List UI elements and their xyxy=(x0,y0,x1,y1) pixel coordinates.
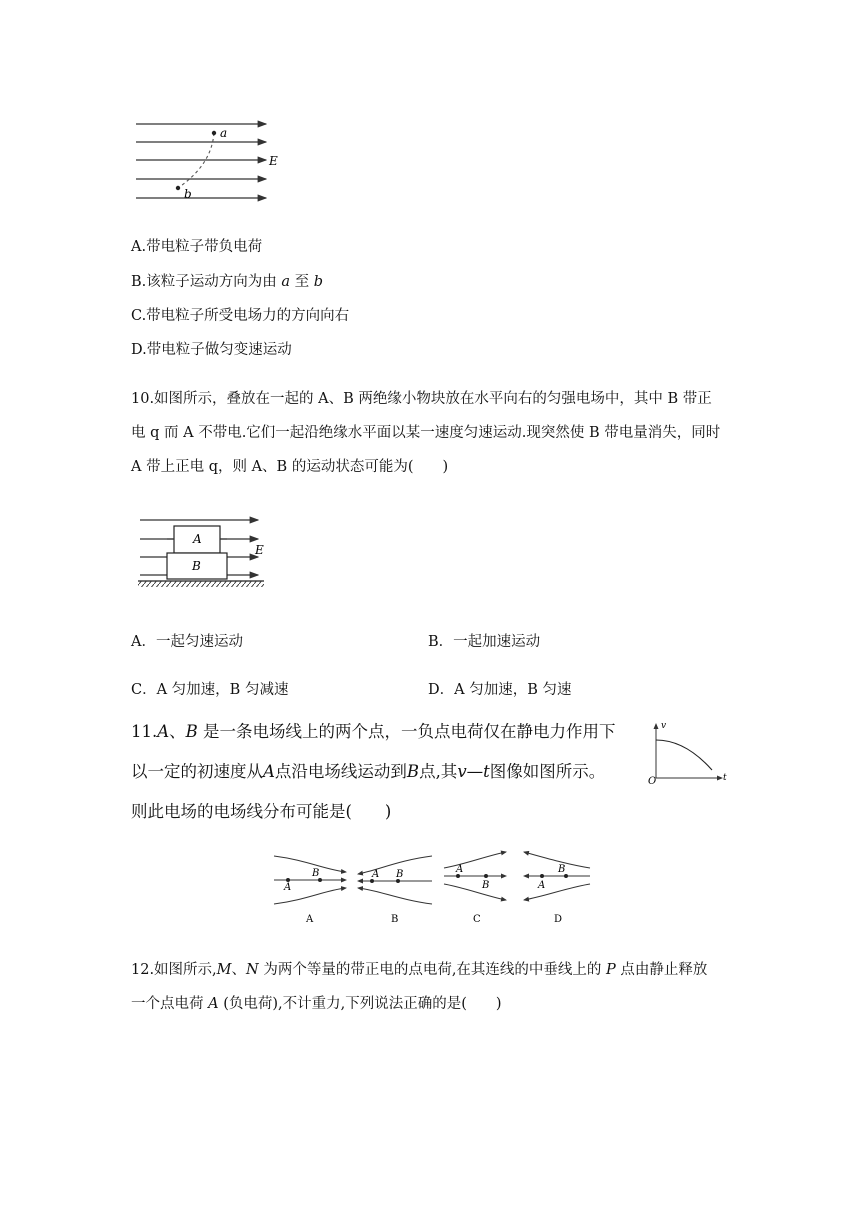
label-b: b xyxy=(184,187,192,201)
q12-stem-line1: 12.如图所示,M、N 为两个等量的带正电的点电荷,在其连线的中垂线上的 P 点由静止释放 xyxy=(131,962,708,978)
axis-t-label: t xyxy=(723,773,727,783)
q10-option-a: A．一起匀速运动 xyxy=(131,634,243,650)
svg-text:B: B xyxy=(396,869,404,880)
q9-option-c: C.带电粒子所受电场力的方向向右 xyxy=(131,308,350,324)
q10-option-c: C．A 匀加速，B 匀减速 xyxy=(131,682,289,698)
q10-option-b: B．一起加速运动 xyxy=(428,634,541,650)
q9-option-d: D.带电粒子做匀变速运动 xyxy=(131,342,292,358)
choice-b-diagram xyxy=(358,856,432,904)
ground-hatch xyxy=(138,581,264,587)
svg-text:A: A xyxy=(456,864,464,875)
label-E: E xyxy=(269,154,278,168)
svg-text:B: B xyxy=(558,864,566,875)
svg-text:A: A xyxy=(538,880,546,891)
label-a: a xyxy=(220,126,228,140)
q10-option-d: D．A 匀加速，B 匀速 xyxy=(428,682,572,698)
choice-c-label: C xyxy=(473,914,481,925)
choice-a-label: A xyxy=(306,914,314,925)
q11-stem-line1: 11.A、B 是一条电场线上的两个点，一负点电荷仅在静电力作用下 xyxy=(131,722,616,741)
choice-c-diagram xyxy=(444,852,506,900)
q9-option-b: B.该粒子运动方向为由 a 至 b xyxy=(131,274,324,290)
q11-choices-figure xyxy=(266,846,596,930)
q9-field-figure xyxy=(128,112,288,212)
svg-text:B: B xyxy=(312,868,320,879)
origin-label: O xyxy=(648,776,657,786)
q11-vt-graph xyxy=(646,718,730,786)
choice-a-diagram xyxy=(274,856,346,904)
q10-stem-line2: 电 q 而 A 不带电.它们一起沿绝缘水平面以某一速度匀速运动.现突然使 B 带电量消失，同时 xyxy=(131,425,721,441)
label-block-b: B xyxy=(192,559,201,573)
choice-b-label: B xyxy=(391,914,399,925)
label-E: E xyxy=(255,543,264,557)
q12-stem-line2: 一个点电荷 A (负电荷),不计重力,下列说法正确的是( ) xyxy=(131,996,502,1012)
vt-curve xyxy=(656,740,712,770)
q11-stem-line2: 以一定的初速度从A点沿电场线运动到B点,其v—t图像如图所示。 xyxy=(131,762,606,781)
q10-stem-line1: 10.如图所示，叠放在一起的 A、B 两绝缘小物块放在水平向右的匀强电场中，其中 B 带正 xyxy=(131,391,712,407)
choice-d-diagram xyxy=(524,852,590,900)
q9-option-a: A.带电粒子带负电荷 xyxy=(131,239,263,255)
q10-blocks-figure xyxy=(134,512,270,594)
svg-text:A: A xyxy=(372,869,380,880)
svg-text:A: A xyxy=(284,882,292,893)
point-b xyxy=(176,186,180,190)
choice-d-label: D xyxy=(554,914,563,925)
axis-v-label: v xyxy=(661,721,667,731)
svg-text:B: B xyxy=(482,880,490,891)
label-block-a: A xyxy=(193,532,202,546)
q11-stem-line3: 则此电场的电场线分布可能是( ) xyxy=(131,802,392,821)
q10-stem-line3: A 带上正电 q，则 A、B 的运动状态可能为( ) xyxy=(131,459,449,475)
point-a xyxy=(212,131,216,135)
